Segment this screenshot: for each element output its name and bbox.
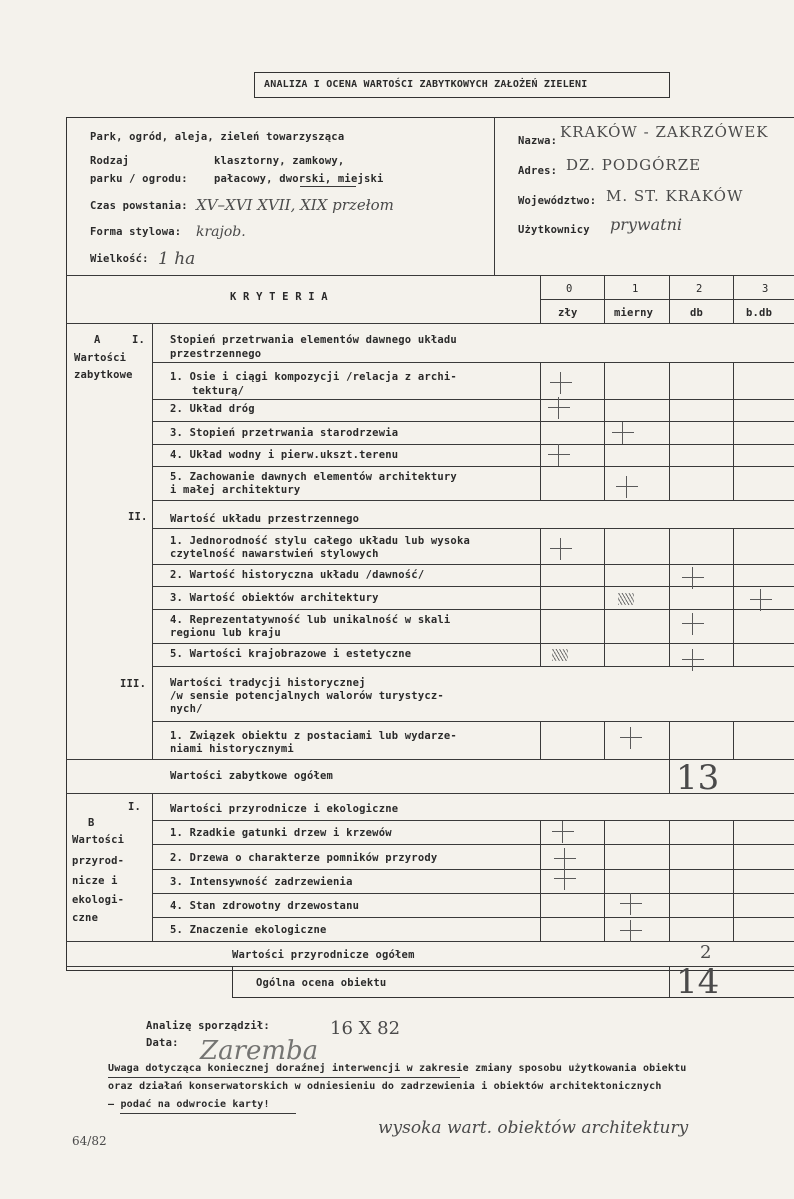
section-a-total-label: Wartości zabytkowe ogółem xyxy=(170,770,334,782)
note-line-2: oraz działań konserwatorskich w odniesieniu do zadrzewienia i obiektów architektonicznych xyxy=(108,1081,662,1092)
mark-b-1-grade-0 xyxy=(552,821,574,843)
form-title: ANALIZA I OCENA WARTOŚCI ZABYTKOWYCH ZAŁOŻEŃ ZIELENI xyxy=(264,79,588,90)
adres-label: Adres: xyxy=(518,165,558,177)
section-b-title-5: czne xyxy=(72,912,99,924)
section-b-total-label: Wartości przyrodnicze ogółem xyxy=(232,949,415,961)
group-i-title-1: Stopień przetrwania elementów dawnego układu xyxy=(170,334,457,346)
section-a-group-i: I. xyxy=(132,334,146,346)
section-a-title-1: Wartości xyxy=(74,352,127,364)
wojewodztwo-label: Województwo: xyxy=(518,195,597,207)
mark-a2-3-grade-3 xyxy=(750,589,772,611)
section-a-group-iii: III. xyxy=(120,678,147,690)
col-2-num: 2 xyxy=(696,283,703,295)
wojewodztwo-value: M. ST. KRAKÓW xyxy=(606,187,744,205)
criterion-a1-1-cont: tekturą/ xyxy=(192,385,245,397)
scribble-a2-3-grade-1 xyxy=(618,593,634,605)
mark-b-3-grade-0 xyxy=(554,868,576,890)
rodzaj-options-2: pałacowy, dworski, miejski xyxy=(214,173,384,185)
group-i-title-2: przestrzennego xyxy=(170,348,262,360)
rodzaj-options-1: klasztorny, zamkowy, xyxy=(214,155,345,167)
section-b-total-value: 2 xyxy=(700,942,712,963)
col-2-label: db xyxy=(690,307,704,319)
mark-a2-4-grade-2 xyxy=(682,613,704,635)
mark-b-4-grade-1 xyxy=(620,893,642,915)
mark-a2-2-grade-2 xyxy=(682,567,704,589)
overall-label: Ogólna ocena obiektu xyxy=(256,977,387,989)
mark-a1-4-grade-0 xyxy=(548,444,570,466)
kryteria-heading: K R Y T E R I A xyxy=(230,291,328,303)
adres-value: DZ. PODGÓRZE xyxy=(566,156,702,174)
criterion-a2-1-cont: czytelność nawarstwień stylowych xyxy=(170,548,379,560)
section-b-group-i: I. xyxy=(128,801,142,813)
group-ii-title: Wartość układu przestrzennego xyxy=(170,513,360,525)
mark-a2-5-grade-2 xyxy=(682,649,704,671)
czas-value: XV–XVI XVII, XIX przełom xyxy=(196,196,394,214)
mark-a1-1-grade-0 xyxy=(550,372,572,394)
criterion-a2-4: 4. Reprezentatywność lub unikalność w skali xyxy=(170,614,451,626)
overall-value: 14 xyxy=(676,962,720,1002)
section-b-title-1: Wartości xyxy=(72,834,125,846)
criterion-a3-1-cont: niami historycznymi xyxy=(170,743,294,755)
rodzaj-label-2: parku / ogrodu: xyxy=(90,173,188,185)
criterion-a2-1: 1. Jednorodność stylu całego układu lub wysoka xyxy=(170,535,470,547)
criterion-a2-3: 3. Wartość obiektów architektury xyxy=(170,592,379,604)
group-iii-title-3: nych/ xyxy=(170,703,203,715)
signature: Zaremba xyxy=(200,1036,319,1066)
wielkosc-label: Wielkość: xyxy=(90,253,149,265)
note-line-3: – podać na odwrocie karty! xyxy=(108,1099,270,1110)
criterion-a3-1: 1. Związek obiektu z postaciami lub wydarze- xyxy=(170,730,457,742)
mark-a1-3-grade-1 xyxy=(612,422,634,444)
object-type-line: Park, ogród, aleja, zieleń towarzysząca xyxy=(90,131,345,143)
section-a-total-value: 13 xyxy=(676,758,720,798)
group-iii-title-1: Wartości tradycji historycznej xyxy=(170,677,366,689)
criterion-b-2: 2. Drzewa o charakterze pomników przyrody xyxy=(170,852,438,864)
criterion-b-1: 1. Rzadkie gatunki drzew i krzewów xyxy=(170,827,392,839)
criterion-b-3: 3. Intensywność zadrzewienia xyxy=(170,876,353,888)
forma-value: krajob. xyxy=(196,224,246,240)
section-b-title-2: przyrod- xyxy=(72,855,125,867)
mark-a3-1-grade-1 xyxy=(620,727,642,749)
uzytkownicy-label: Użytkownicy xyxy=(518,224,590,236)
prepared-by-label: Analizę sporządził: xyxy=(146,1020,270,1032)
col-0-label: zły xyxy=(558,307,578,319)
section-b-letter: B xyxy=(88,817,95,829)
scribble-a2-5-grade-0 xyxy=(552,649,568,661)
criterion-b-4: 4. Stan zdrowotny drzewostanu xyxy=(170,900,360,912)
wielkosc-value: 1 ha xyxy=(158,249,196,269)
rodzaj-label-1: Rodzaj xyxy=(90,155,130,167)
handwritten-note: wysoka wart. obiektów architektury xyxy=(378,1118,689,1138)
forma-label: Forma stylowa: xyxy=(90,226,182,238)
uzytkownicy-value: prywatni xyxy=(610,215,683,234)
date-value: 16 X 82 xyxy=(330,1018,401,1039)
czas-label: Czas powstania: xyxy=(90,200,188,212)
criterion-b-5: 5. Znaczenie ekologiczne xyxy=(170,924,327,936)
criterion-a2-4-cont: regionu lub kraju xyxy=(170,627,281,639)
dworski-underline xyxy=(300,186,356,187)
section-b-title-4: ekologi- xyxy=(72,894,125,906)
note-line-1: Uwaga dotycząca koniecznej doraźnej interwencji w zakresie zmiany sposobu użytkowania obiektu xyxy=(108,1063,687,1074)
archive-number: 64/82 xyxy=(72,1134,107,1148)
mark-a1-2-grade-0 xyxy=(548,397,570,419)
nazwa-label: Nazwa: xyxy=(518,135,558,147)
col-0-num: 0 xyxy=(566,283,573,295)
col-1-num: 1 xyxy=(632,283,639,295)
group-iii-title-2: /w sensie potencjalnych walorów turystycz- xyxy=(170,690,444,702)
mark-a2-1-grade-0 xyxy=(550,538,572,560)
col-3-num: 3 xyxy=(762,283,769,295)
criterion-a1-4: 4. Układ wodny i pierw.ukszt.terenu xyxy=(170,449,399,461)
section-b-heading: Wartości przyrodnicze i ekologiczne xyxy=(170,803,399,815)
criterion-a2-2: 2. Wartość historyczna układu /dawność/ xyxy=(170,569,425,581)
criterion-a2-5: 5. Wartości krajobrazowe i estetyczne xyxy=(170,648,412,660)
criterion-a1-5: 5. Zachowanie dawnych elementów architektury xyxy=(170,471,457,483)
col-1-label: mierny xyxy=(614,307,654,319)
criterion-a1-1: 1. Osie i ciągi kompozycji /relacja z archi- xyxy=(170,371,457,383)
nazwa-value: KRAKÓW - ZAKRZÓWEK xyxy=(560,123,769,141)
section-b-title-3: nicze i xyxy=(72,875,118,887)
section-a-title-2: zabytkowe xyxy=(74,369,133,381)
mark-b-5-grade-1 xyxy=(620,920,642,942)
criterion-a1-2: 2. Układ dróg xyxy=(170,403,255,415)
mark-a1-5-grade-1 xyxy=(616,476,638,498)
section-a-group-ii: II. xyxy=(128,511,148,523)
section-a-letter: A xyxy=(94,334,101,346)
criterion-a1-5-cont: i małej architektury xyxy=(170,484,301,496)
col-3-label: b.db xyxy=(746,307,773,319)
criterion-a1-3: 3. Stopień przetrwania starodrzewia xyxy=(170,427,399,439)
mark-b-2-grade-0 xyxy=(554,848,576,870)
date-label: Data: xyxy=(146,1037,179,1049)
